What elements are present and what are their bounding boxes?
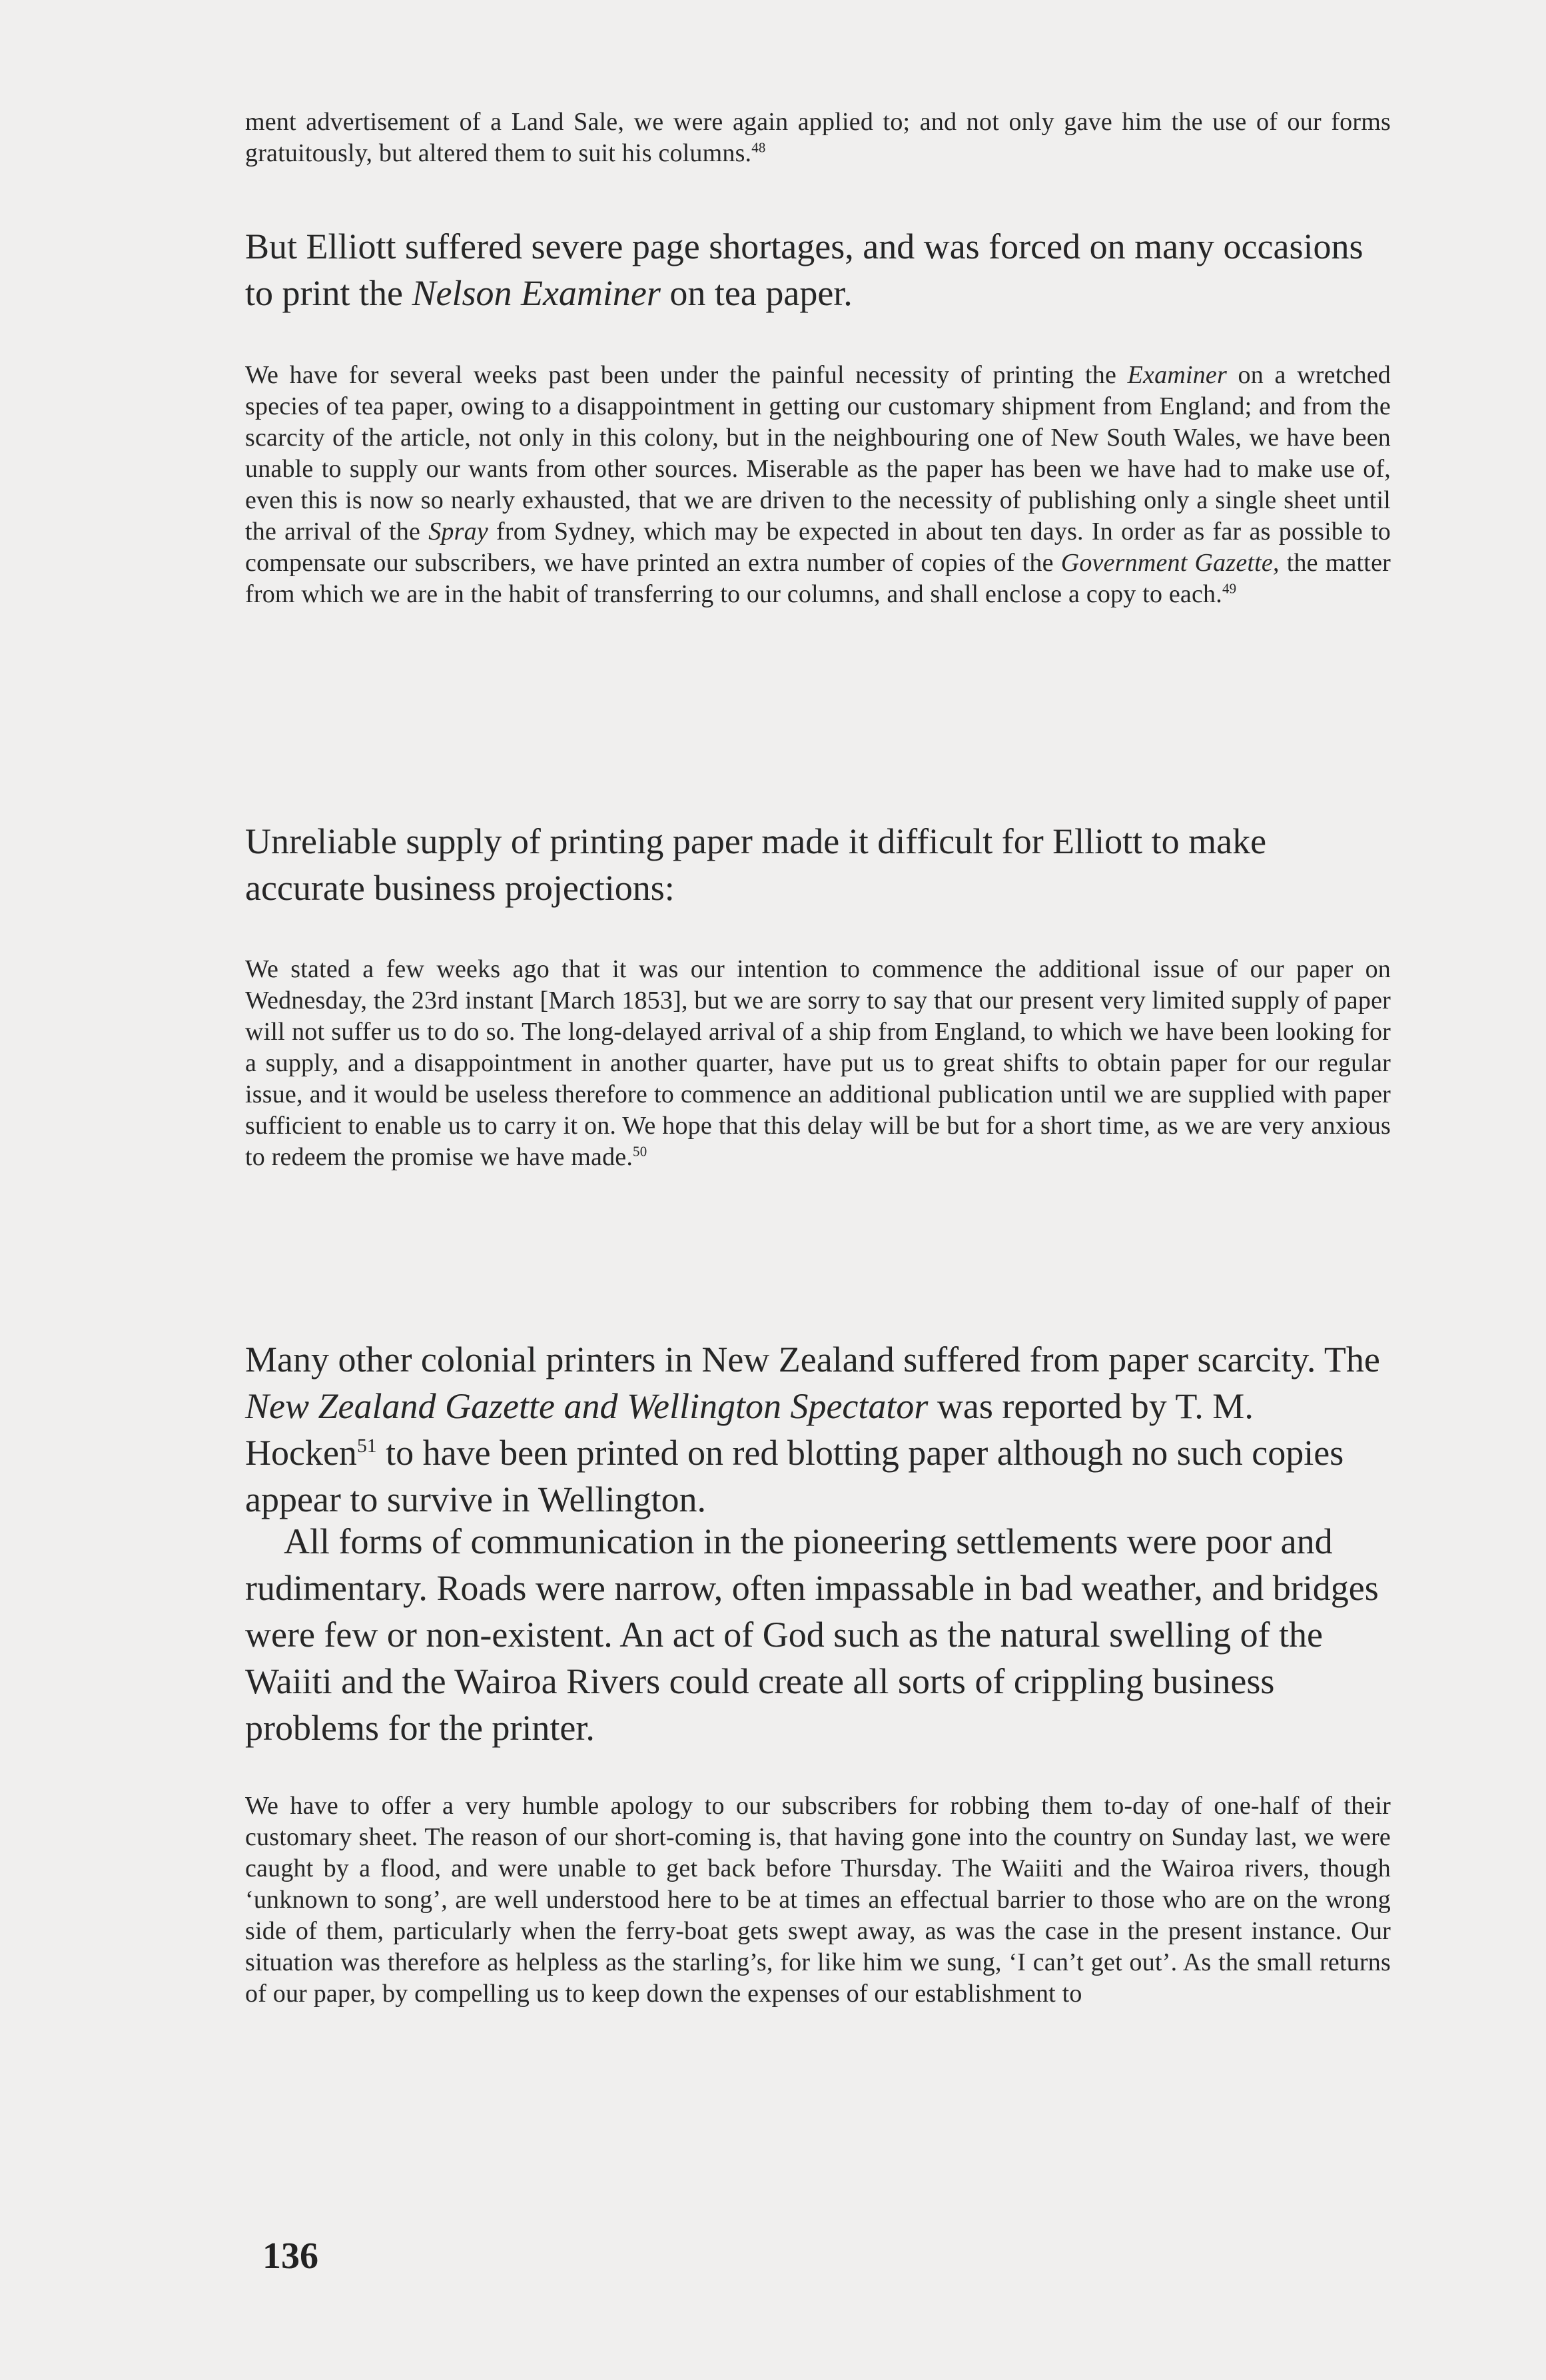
paragraph-text: But Elliott suffered severe page shortages, and was forced on many occasions to print the	[245, 226, 1363, 313]
quote-apology: We have to offer a very humble apology to our subscribers for robbing them to-day of one-half of their customary sheet. The reason of our short-coming is, that having gone into the country on Sunday last, we were caught by a flood, and were unable to get back before Thursday. The Waiiti and the Wairoa rivers, though ‘unknown to song’, are well understood here to be at times an effectual barrier to those who are on the wrong side of them, particularly when the ferry-boat gets swept away, as was the case in the present instance. Our situation was therefore as helpless as the starling’s, for like him we sung, ‘I can’t get out’. As the small returns of our paper, by compelling us to keep down the expenses of our establishment to	[245, 1792, 1391, 2008]
paragraph-page-shortages	[245, 223, 1391, 316]
quote-tea-paper	[245, 360, 1391, 610]
quote-text: We stated a few weeks ago that it was our intention to commence the additional issue of our paper on Wednesday, the 23rd instant [March 1853], but we are sorry to say that our present very limited supply of paper will not suffer us to do so. The long-delayed arrival of a ship from England, to which we have been looking for a supply, and a disappointment in another quarter, have put us to great shifts to obtain paper for our regular issue, and it would be useless therefore to commence an additional publication until we are supplied with paper sufficient to enable us to carry it on. We hope that this delay will be but for a short time, as we are very anxious to redeem the promise we have made.	[245, 955, 1391, 1171]
ship-name: Spray	[428, 518, 488, 546]
page-number: 136	[262, 2235, 318, 2277]
quote-carryover-text: ment advertisement of a Land Sale, we were again applied to; and not only gave him the use of our forms gratuitously, but altered them to suit his columns.	[245, 108, 1391, 167]
newspaper-title: Nelson Examiner	[412, 273, 661, 313]
paragraph-text: to have been printed on red blotting paper although no such copies appear to survive in Wellington.	[245, 1433, 1344, 1519]
quote-text: , the matter from which we are in the habit of transferring to our columns, and shall enclose a copy to each.	[245, 549, 1391, 608]
gazette-title: Government Gazette	[1060, 549, 1273, 577]
quote-text: We have for several weeks past been under the painful necessity of printing the	[245, 361, 1128, 389]
paragraph-text: was reported by T. M. Hocken	[245, 1386, 1254, 1473]
paragraph-unreliable-supply: Unreliable supply of printing paper made it difficult for Elliott to make accurate business projections:	[245, 821, 1267, 908]
quote-carryover	[245, 107, 1391, 169]
quote-text: on a wretched species of tea paper, owing to a disappointment in getting our customary shipment from England; and from the scarcity of the article, not only in this colony, but in the neighbouring one of New South Wales, we have been unable to supply our wants from other sources. Miserable as the paper has been we have had to make use of, even this is now so nearly exhausted, that we are driven to the necessity of publishing only a single sheet until the arrival of the	[245, 361, 1391, 546]
footnote-ref-51: 51	[356, 1435, 377, 1457]
newspaper-title: New Zealand Gazette and Wellington Spectator	[245, 1386, 929, 1426]
paragraph-communication: All forms of communication in the pioneering settlements were poor and rudimentary. Roads were narrow, often impassable in bad weather, and bridges were few or non-existent. An act of God such as the natural swelling of the Waiiti and the Wairoa Rivers could create all sorts of crippling business problems for the printer.	[245, 1521, 1379, 1748]
footnote-ref-49: 49	[1222, 580, 1237, 597]
paragraph-other-printers	[245, 1336, 1391, 1523]
footnote-ref-48: 48	[751, 139, 766, 156]
footnote-ref-50: 50	[633, 1143, 647, 1160]
paragraph-text: Many other colonial printers in New Zealand suffered from paper scarcity. The	[245, 1340, 1380, 1380]
quote-additional-issue	[245, 954, 1391, 1173]
quote-text: from Sydney, which may be expected in about ten days. In order as far as possible to compensate our subscribers, we have printed an extra number of copies of the	[245, 518, 1391, 577]
newspaper-title: Examiner	[1127, 361, 1227, 389]
paragraph-text: on tea paper.	[660, 273, 853, 313]
